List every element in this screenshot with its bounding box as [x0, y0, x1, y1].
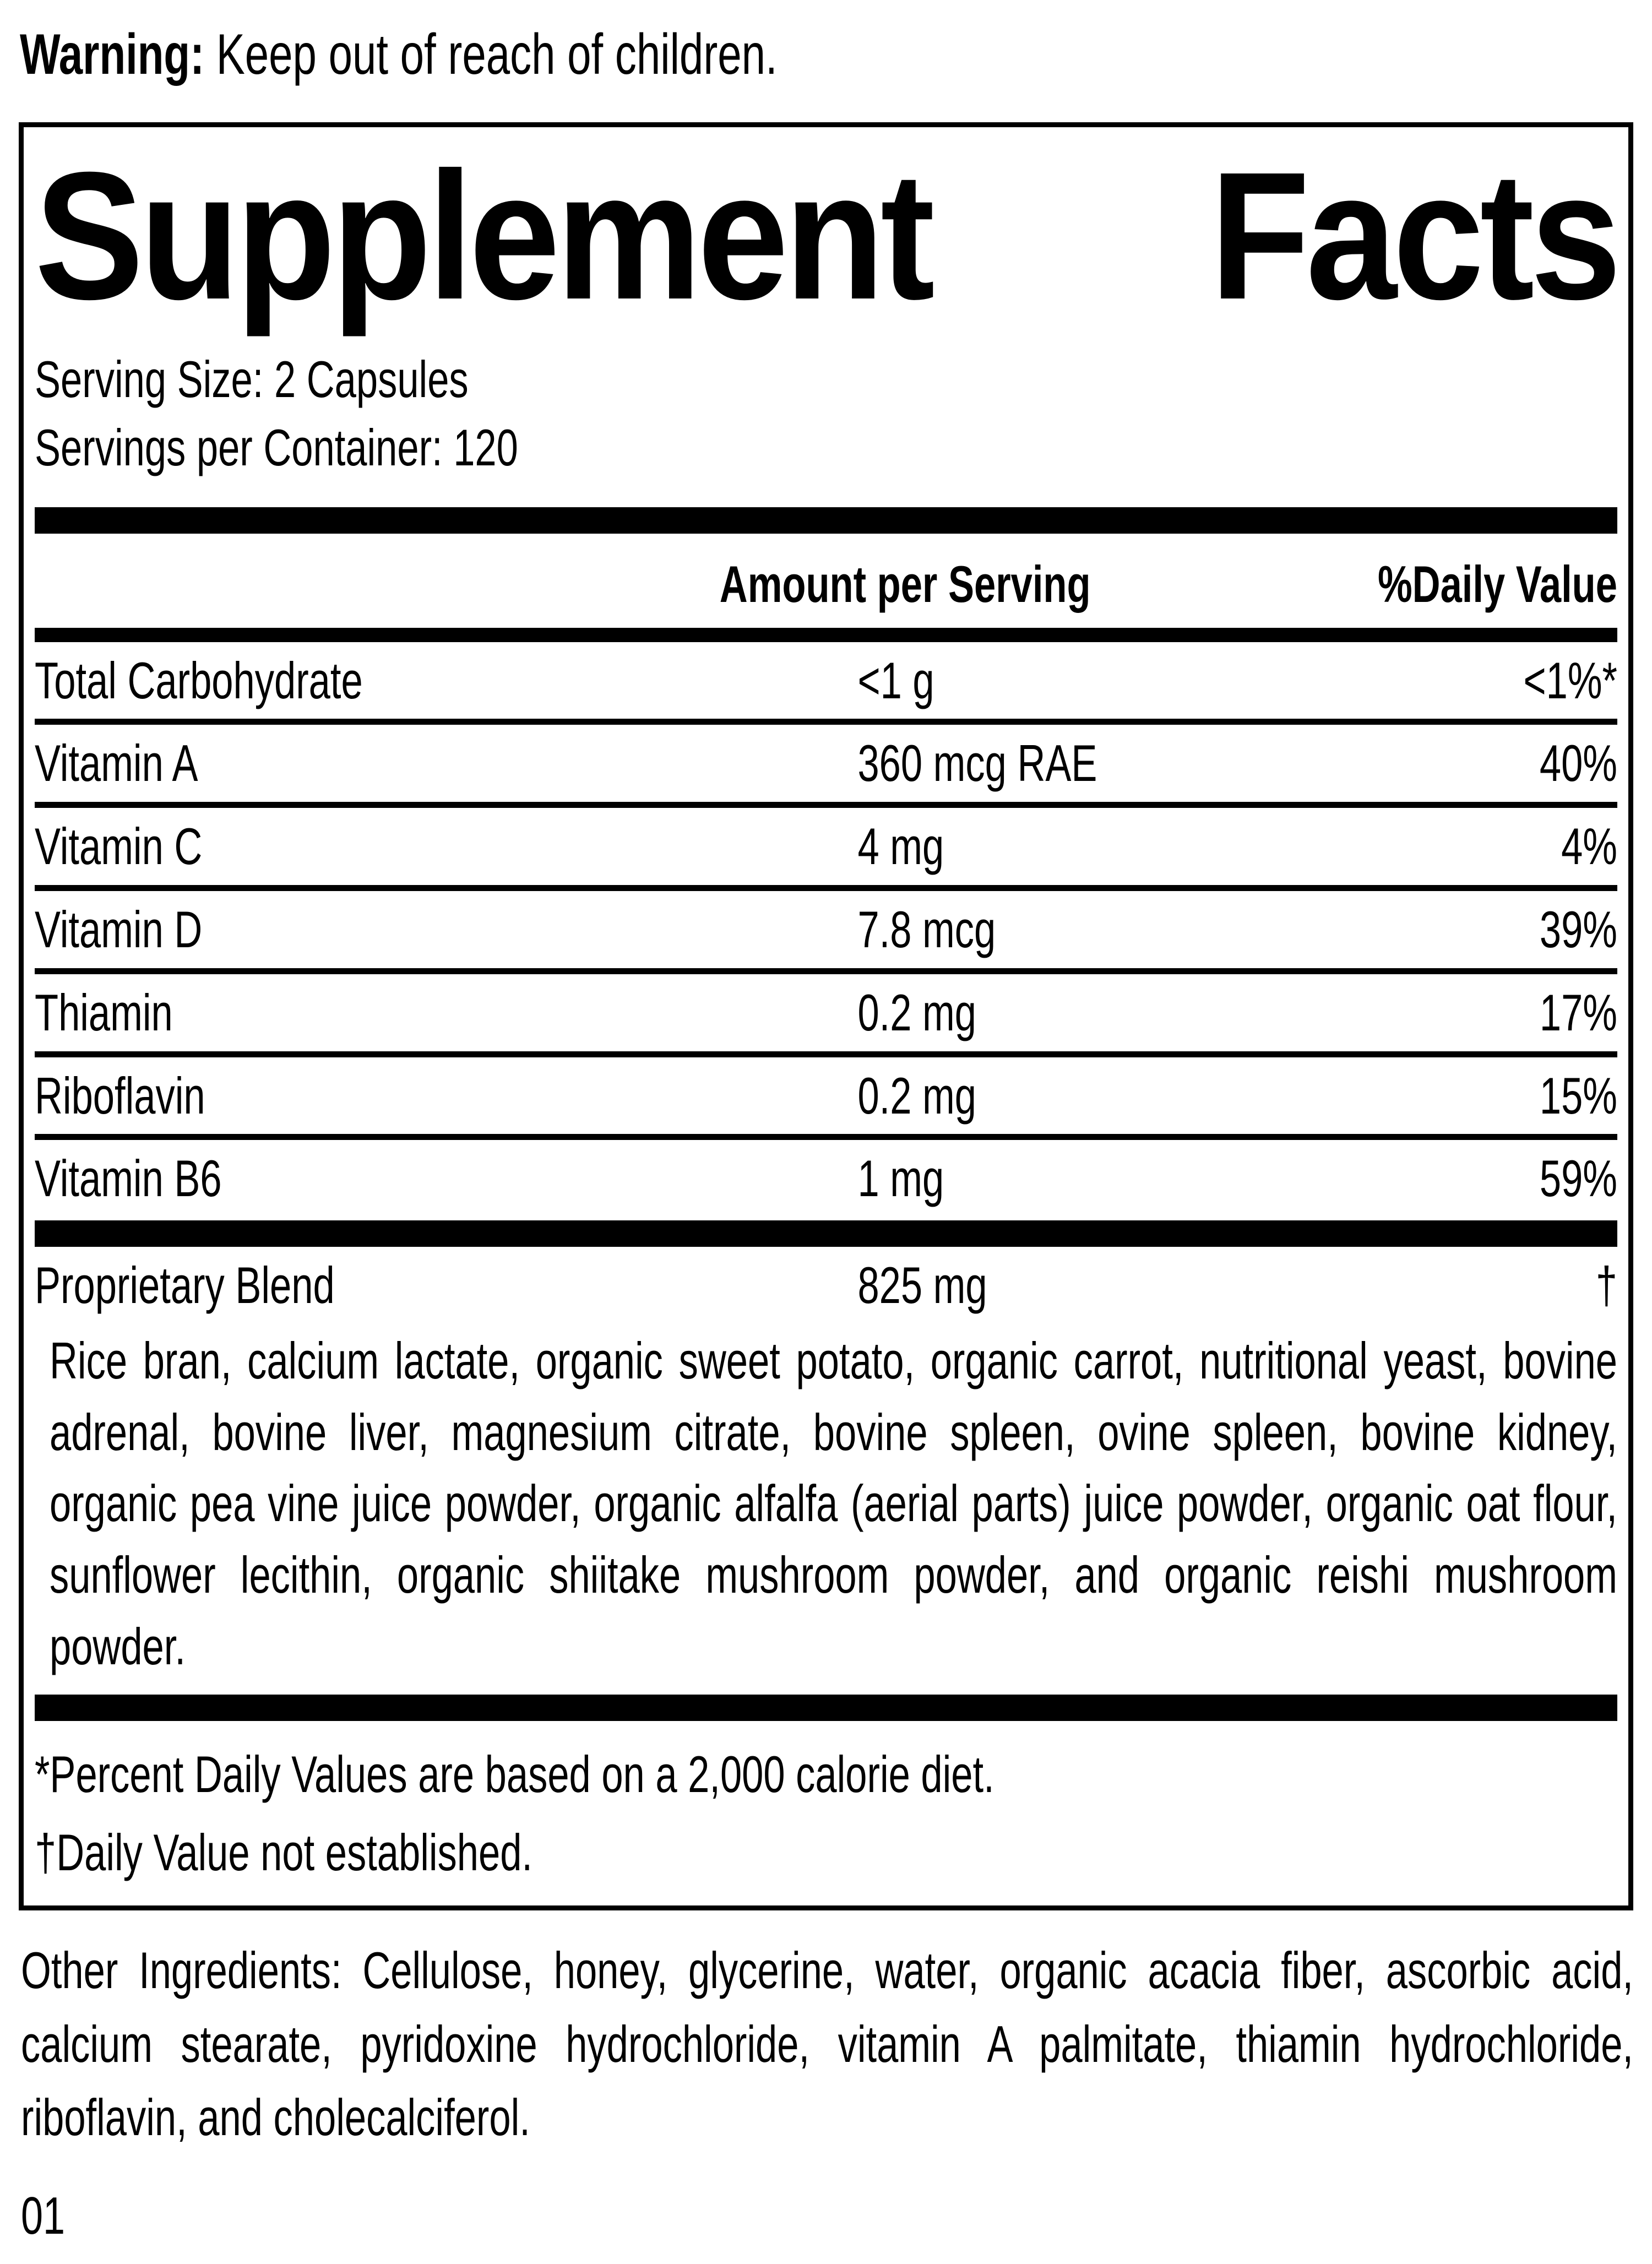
rule-bar-footnote [35, 1695, 1617, 1721]
blend-description: Rice bran, calcium lactate, organic sweet potato, organic carrot, nutritional yeast, bovine adrenal, bovine liver, magnesium citrate, bovine spleen, ovine spleen, bovine kidney, organic pea vine juice powder, organic alfalfa (aerial parts) juice powder, organic oat flour, sunflower lecithin, organic shiitake mushroom powder, and organic reishi mushroom powder. [50, 1331, 1617, 1675]
column-header-daily-value: %Daily Value [1377, 555, 1617, 613]
footnotes [35, 1735, 1617, 1893]
row-divider [35, 885, 1617, 891]
column-header-amount: Amount per Serving [719, 555, 1091, 613]
page-number-section [21, 2184, 1652, 2247]
supplement-facts-panel [19, 122, 1633, 1910]
table-row [35, 725, 1617, 802]
blend-name: Proprietary Blend [35, 1256, 335, 1315]
nutrient-dv: 17% [1539, 983, 1617, 1041]
nutrient-dv: 15% [1539, 1066, 1617, 1125]
panel-title-word-facts: Facts [1210, 134, 1618, 337]
table-header-row [35, 553, 1617, 616]
page-number: 01 [21, 2186, 66, 2245]
rule-bar-blend [35, 1220, 1617, 1247]
servings-per-container: Servings per Container: 120 [35, 418, 518, 476]
nutrient-name: Total Carbohydrate [35, 651, 363, 709]
serving-size: Serving Size: 2 Capsules [35, 350, 469, 408]
nutrient-dv: 39% [1539, 900, 1617, 958]
warning-label: Warning: [20, 23, 205, 86]
nutrient-name: Riboflavin [35, 1066, 205, 1125]
footnote-daily-values: *Percent Daily Values are based on a 2,000 calorie diet. [35, 1745, 995, 1803]
nutrient-name: Vitamin A [35, 734, 198, 792]
nutrient-amount: 0.2 mg [857, 1066, 976, 1125]
nutrient-amount: 7.8 mcg [857, 900, 996, 958]
nutrient-dv: <1%* [1523, 651, 1617, 709]
nutrient-dv: 4% [1561, 817, 1617, 876]
nutrient-amount: 1 mg [857, 1149, 944, 1208]
rule-bar-top [35, 507, 1617, 534]
table-row [35, 891, 1617, 968]
warning-text: Keep out of reach of children. [216, 23, 778, 86]
table-row [35, 1057, 1617, 1134]
nutrient-name: Vitamin C [35, 817, 203, 876]
nutrient-name: Vitamin B6 [35, 1149, 222, 1208]
nutrient-name: Thiamin [35, 983, 173, 1041]
table-row [35, 642, 1617, 719]
other-ingredients-section [21, 1934, 1633, 2154]
nutrient-amount: 4 mg [857, 817, 944, 876]
warning-section [20, 19, 1652, 90]
nutrient-amount: <1 g [857, 651, 934, 709]
blend-amount: 825 mg [857, 1256, 987, 1315]
nutrient-amount: 0.2 mg [857, 983, 976, 1041]
footnote-dv-not-established: †Daily Value not established. [35, 1823, 533, 1882]
nutrient-name: Vitamin D [35, 900, 203, 958]
blend-dv-dagger: † [1595, 1256, 1617, 1315]
table-row [35, 1140, 1617, 1217]
other-ingredients-text: Other Ingredients: Cellulose, honey, glycerine, water, organic acacia fiber, ascorbic acid, calcium stearate, pyridoxine hydrochloride, vitamin A palmitate, thiamin hydrochloride, riboflavin, and cholecalciferol. [21, 1941, 1633, 2147]
table-row [35, 974, 1617, 1051]
table-row [35, 808, 1617, 885]
panel-title-word-supplement: Supplement [35, 134, 931, 337]
nutrient-dv: 40% [1539, 734, 1617, 792]
rule-bar-header [35, 628, 1617, 642]
nutrient-dv: 59% [1539, 1149, 1617, 1208]
row-divider [35, 1134, 1617, 1140]
serving-info [35, 345, 1617, 482]
panel-title [35, 134, 1617, 338]
row-divider [35, 802, 1617, 808]
proprietary-blend-row [35, 1247, 1617, 1324]
warning-line [20, 19, 1652, 90]
row-divider [35, 968, 1617, 974]
row-divider [35, 1051, 1617, 1057]
row-divider [35, 719, 1617, 725]
nutrient-amount: 360 mcg RAE [857, 734, 1097, 792]
